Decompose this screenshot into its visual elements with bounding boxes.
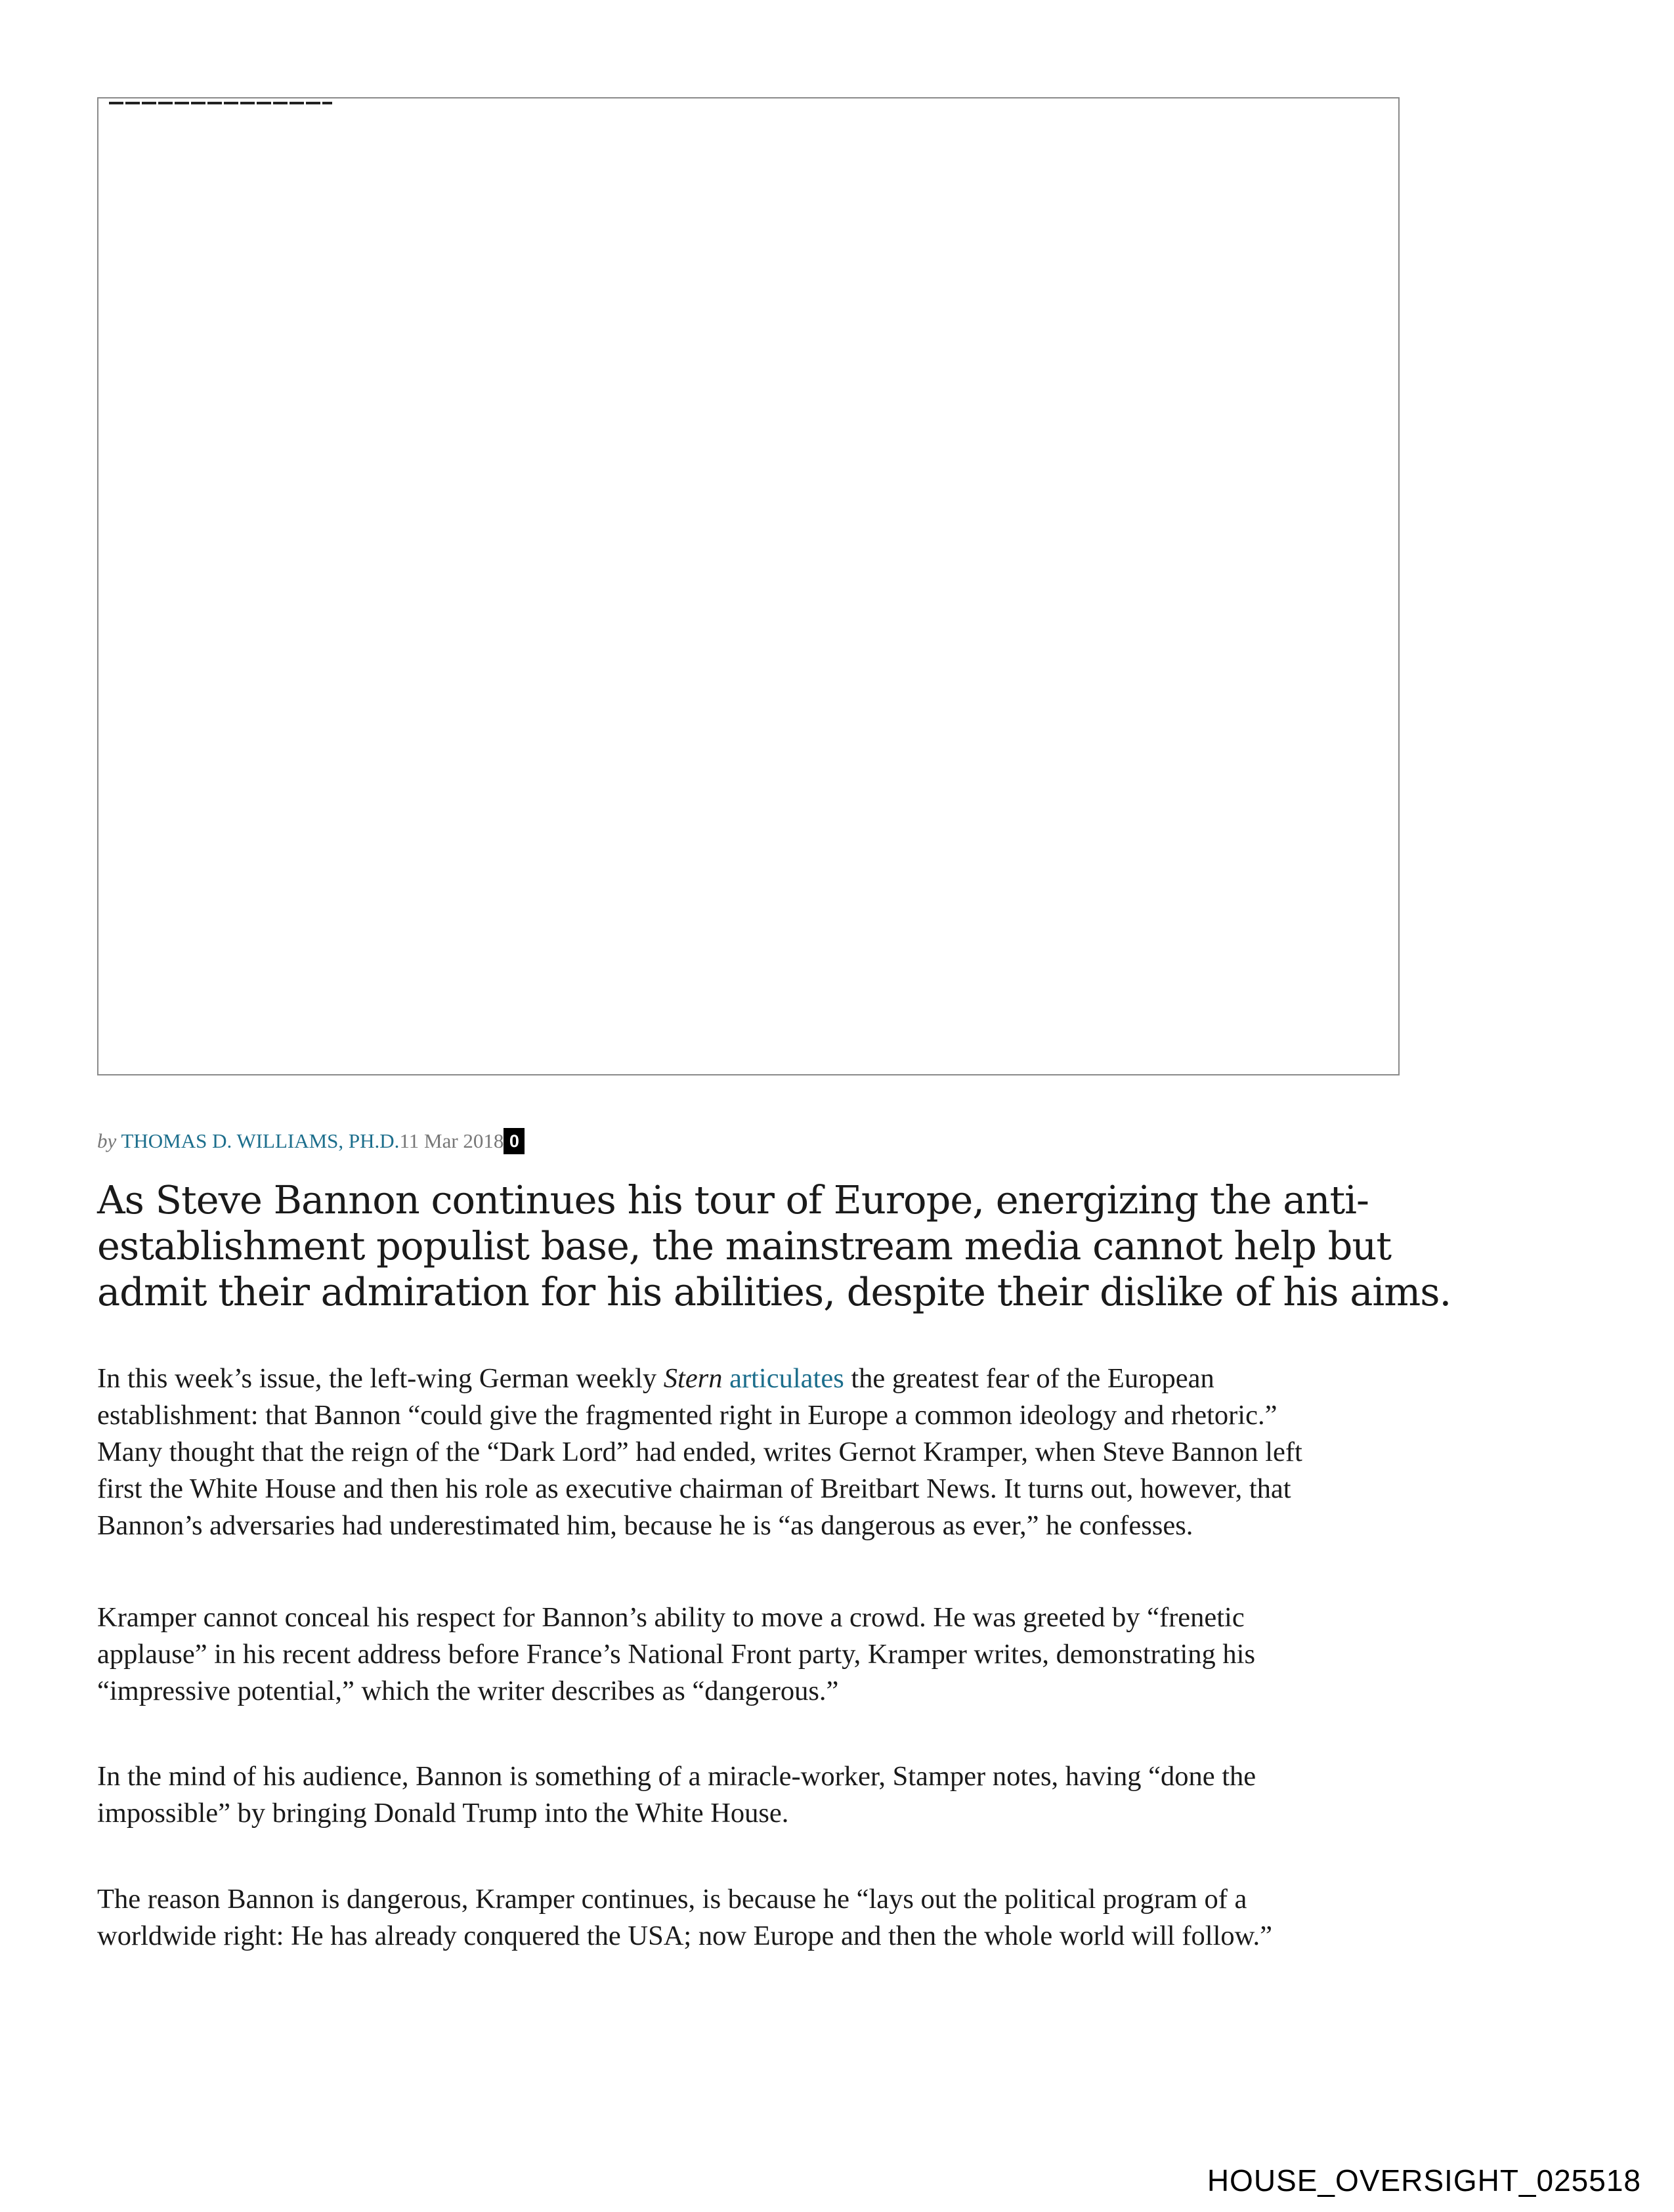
text-run: the greatest fear of the European: [844, 1363, 1214, 1394]
paragraph-4: [97, 1881, 1574, 1955]
paragraph-line: Kramper cannot conceal his respect for Bannon’s ability to move a crowd. He was greeted by “frenetic: [97, 1602, 1245, 1633]
headline-line: admit their admiration for his abilities, despite their dislike of his aims.: [97, 1269, 1451, 1314]
paragraph-line: applause” in his recent address before France’s National Front party, Kramper writes, demonstrating his: [97, 1639, 1255, 1670]
paragraph-line: first the White House and then his role as executive chairman of Breitbart News. It turns out, however, that: [97, 1473, 1291, 1504]
publication-name: Stern: [663, 1363, 723, 1394]
text-run: In this week’s issue, the left-wing German weekly: [97, 1363, 664, 1394]
headline-line: establishment populist base, the mainstream media cannot help but: [97, 1223, 1392, 1269]
article-byline: [97, 1128, 525, 1154]
image-caption-strip: [109, 102, 332, 104]
paragraph-line: The reason Bannon is dangerous, Kramper continues, is because he “lays out the political program of a: [97, 1884, 1247, 1915]
articulates-link[interactable]: articulates: [729, 1363, 844, 1394]
paragraph-2: [97, 1599, 1574, 1710]
paragraph-line: “impressive potential,” which the writer describes as “dangerous.”: [97, 1676, 839, 1706]
document-id-stamp: HOUSE_OVERSIGHT_025518: [1207, 2163, 1641, 2198]
paragraph-line: worldwide right: He has already conquered the USA; now Europe and then the whole world will follow.”: [97, 1920, 1273, 1951]
headline-line: As Steve Bannon continues his tour of Europe, energizing the anti-: [97, 1177, 1369, 1223]
byline-prefix: by: [97, 1129, 117, 1152]
paragraph-line: impossible” by bringing Donald Trump into the White House.: [97, 1798, 789, 1829]
publish-date: 11 Mar 2018: [399, 1129, 504, 1152]
paragraph-line: In the mind of his audience, Bannon is something of a miracle-worker, Stamper notes, having “done the: [97, 1761, 1256, 1792]
paragraph-line: Bannon’s adversaries had underestimated him, because he is “as dangerous as ever,” he confesses.: [97, 1510, 1193, 1541]
author-link[interactable]: THOMAS D. WILLIAMS, PH.D.: [121, 1129, 400, 1152]
article-headline: [97, 1177, 1561, 1315]
paragraph-line: establishment: that Bannon “could give the fragmented right in Europe a common ideology and rhetoric.”: [97, 1400, 1277, 1431]
paragraph-line: Many thought that the reign of the “Dark Lord” had ended, writes Gernot Kramper, when Steve Bannon left: [97, 1437, 1302, 1467]
paragraph-line: [97, 1360, 1574, 1397]
paragraph-1: [97, 1360, 1574, 1544]
paragraph-3: [97, 1758, 1574, 1832]
article-image-placeholder: [97, 97, 1400, 1075]
comment-count-badge[interactable]: 0: [504, 1128, 525, 1154]
